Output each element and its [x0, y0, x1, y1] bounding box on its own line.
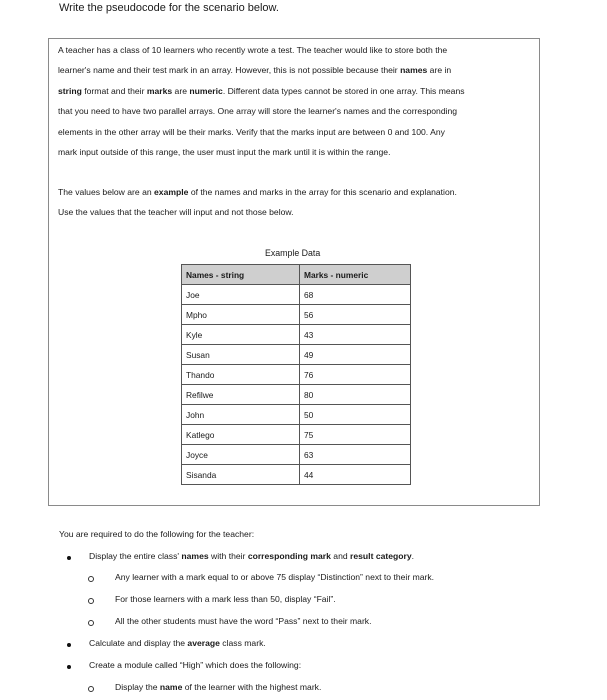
page-title: Write the pseudocode for the scenario below. — [59, 2, 279, 14]
mark-cell: 49 — [300, 345, 411, 365]
name-cell: Susan — [182, 345, 300, 365]
name-cell: Joe — [182, 285, 300, 305]
name-cell: John — [182, 405, 300, 425]
table-row — [182, 305, 411, 325]
mark-cell: 80 — [300, 385, 411, 405]
text-line: A teacher has a class of 10 learners who recently wrote a test. The teacher would like to store both the — [58, 45, 448, 55]
table-row — [182, 405, 411, 425]
mark-cell: 50 — [300, 405, 411, 425]
task-bullet-high: Create a module called “High” which does the following: — [89, 660, 302, 670]
table-header-row — [182, 265, 411, 285]
table-row — [182, 425, 411, 445]
scenario-paragraph — [58, 40, 530, 162]
name-cell: Mpho — [182, 305, 300, 325]
table-row — [182, 325, 411, 345]
table-row — [182, 365, 411, 385]
example-paragraph — [58, 182, 530, 223]
task-sub-distinction: Any learner with a mark equal to or above 75 display “Distinction” next to their mark. — [115, 572, 435, 582]
task-sub-fail: For those learners with a mark less than 50, display “Fail”. — [115, 594, 336, 604]
table-caption: Example Data — [265, 248, 321, 258]
task-bullet-display: Display the entire class' names with their corresponding mark and result category. — [89, 551, 415, 561]
text-line: mark input outside of this range, the user must input the mark until it is within the range. — [58, 147, 391, 158]
bullet-icon — [67, 665, 71, 669]
mark-cell: 75 — [300, 425, 411, 445]
column-header-marks: Marks - numeric — [300, 265, 411, 285]
tasks-intro: You are required to do the following for the teacher: — [59, 529, 255, 539]
example-data-table — [181, 264, 411, 485]
table-row — [182, 465, 411, 485]
sub-bullet-icon — [88, 620, 94, 626]
table-row — [182, 385, 411, 405]
sub-bullet-icon — [88, 686, 94, 692]
column-header-names: Names - string — [182, 265, 300, 285]
mark-cell: 43 — [300, 325, 411, 345]
text-line: that you need to have two parallel arrays. One array will store the learner's names and the corresponding — [58, 106, 458, 117]
task-bullet-average: Calculate and display the average class mark. — [89, 638, 266, 648]
text-line: elements in the other array will be their marks. Verify that the marks input are between 0 and 100. Any — [58, 126, 445, 137]
table-row — [182, 445, 411, 465]
task-sub-highest: Display the name of the learner with the highest mark. — [115, 682, 322, 692]
text-line: learner's name and their test mark in an array. However, this is not possible because their names are in — [58, 65, 452, 76]
mark-cell: 63 — [300, 445, 411, 465]
name-cell: Refilwe — [182, 385, 300, 405]
mark-cell: 44 — [300, 465, 411, 485]
mark-cell: 68 — [300, 285, 411, 305]
name-cell: Katlego — [182, 425, 300, 445]
name-cell: Joyce — [182, 445, 300, 465]
text-line: The values below are an example of the names and marks in the array for this scenario and explanation. — [58, 187, 457, 197]
table-row — [182, 345, 411, 365]
task-sub-pass: All the other students must have the word “Pass” next to their mark. — [115, 616, 372, 626]
sub-bullet-icon — [88, 576, 94, 582]
bullet-icon — [67, 643, 71, 647]
sub-bullet-icon — [88, 598, 94, 604]
name-cell: Thando — [182, 365, 300, 385]
table-row — [182, 285, 411, 305]
bullet-icon — [67, 556, 71, 560]
name-cell: Kyle — [182, 325, 300, 345]
text-line: Use the values that the teacher will input and not those below. — [58, 207, 294, 218]
name-cell: Sisanda — [182, 465, 300, 485]
text-line: string format and their marks are numeric. Different data types cannot be stored in one array. This means — [58, 85, 465, 96]
mark-cell: 76 — [300, 365, 411, 385]
mark-cell: 56 — [300, 305, 411, 325]
